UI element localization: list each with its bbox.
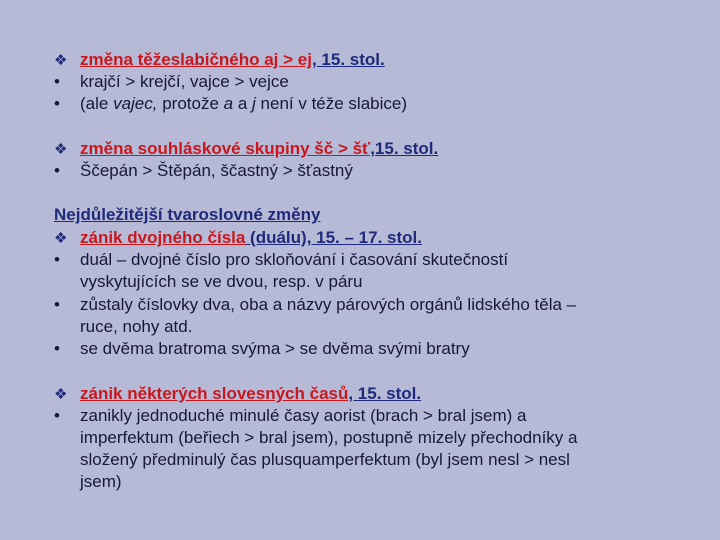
text-part: není v téže slabice) bbox=[255, 94, 408, 113]
bullet-icon: • bbox=[54, 72, 60, 91]
section4-bullet1-line1: zanikly jednoduché minulé časy aorist (brach > bral jsem) a bbox=[80, 406, 527, 425]
section3-title bbox=[54, 204, 320, 226]
section3-bullet2-line2: ruce, nohy atd. bbox=[80, 317, 193, 336]
bullet-icon: • bbox=[54, 250, 60, 269]
text-part: (ale bbox=[80, 94, 114, 113]
section4-bullet1-line4: jsem) bbox=[80, 472, 122, 491]
bullet-icon: • bbox=[54, 295, 60, 314]
section4-bullet1-line2: imperfektum (beřiech > bral jsem), postupně mizely přechodníky a bbox=[80, 428, 578, 447]
section3-heading bbox=[54, 227, 422, 250]
section3-bullet1 bbox=[54, 249, 508, 271]
text-part: a bbox=[233, 94, 253, 113]
section2-bullet1-text: Ščepán > Štěpán, ščastný > šťastný bbox=[80, 161, 353, 180]
section4-bullet1-line3: složený předminulý čas plusquamperfektum (byl jsem nesl > nesl bbox=[80, 450, 570, 469]
diamond-bullet-icon: ❖ bbox=[54, 52, 68, 69]
bullet-icon: • bbox=[54, 339, 60, 358]
section1-bullet2 bbox=[54, 93, 407, 115]
diamond-bullet-icon: ❖ bbox=[54, 386, 68, 403]
diamond-bullet-icon: ❖ bbox=[54, 230, 68, 247]
section3-bullet2 bbox=[54, 294, 576, 316]
section3-heading-rest: (duálu), 15. – 17. stol. bbox=[245, 228, 422, 247]
section3-bullet3-text: se dvěma bratroma svýma > se dvěma svými bratry bbox=[80, 339, 470, 358]
text-italic: a bbox=[223, 94, 234, 113]
bullet-icon: • bbox=[54, 94, 60, 113]
section4-bullet1 bbox=[54, 405, 526, 427]
section1-bullet1-text: krajčí > krejčí, vajce > vejce bbox=[80, 72, 289, 91]
section1-heading bbox=[54, 49, 385, 72]
section2-bullet1 bbox=[54, 160, 353, 182]
section3-bullet2-line1: zůstaly číslovky dva, oba a názvy párových orgánů lidského těla – bbox=[80, 295, 577, 314]
diamond-bullet-icon: ❖ bbox=[54, 141, 68, 158]
section3-bullet1-line1: duál – dvojné číslo pro skloňování i časování skutečností bbox=[80, 250, 509, 269]
section2-heading-rest: ,15. stol. bbox=[370, 139, 439, 158]
section2-heading-red: změna souhláskové skupiny šč > šť bbox=[80, 139, 371, 158]
text-italic: j bbox=[252, 94, 256, 113]
section4-heading bbox=[54, 383, 421, 406]
text-part: protože bbox=[157, 94, 224, 113]
section3-bullet1-line2: vyskytujících se ve dvou, resp. v páru bbox=[80, 272, 363, 291]
section1-heading-rest: , 15. stol. bbox=[311, 50, 385, 69]
section4-heading-red: zánik některých slovesných časů bbox=[80, 384, 349, 403]
section3-heading-red: zánik dvojného čísla bbox=[80, 228, 246, 247]
text-italic: vajec, bbox=[113, 94, 158, 113]
section1-heading-red: změna těžeslabičného aj > ej bbox=[80, 50, 312, 69]
section1-bullet1 bbox=[54, 71, 289, 93]
bullet-icon: • bbox=[54, 161, 60, 180]
section4-heading-rest: , 15. stol. bbox=[348, 384, 422, 403]
section2-heading bbox=[54, 138, 438, 161]
bullet-icon: • bbox=[54, 406, 60, 425]
section3-bullet3 bbox=[54, 338, 470, 360]
section3-title-text: Nejdůležitější tvaroslovné změny bbox=[54, 205, 321, 224]
